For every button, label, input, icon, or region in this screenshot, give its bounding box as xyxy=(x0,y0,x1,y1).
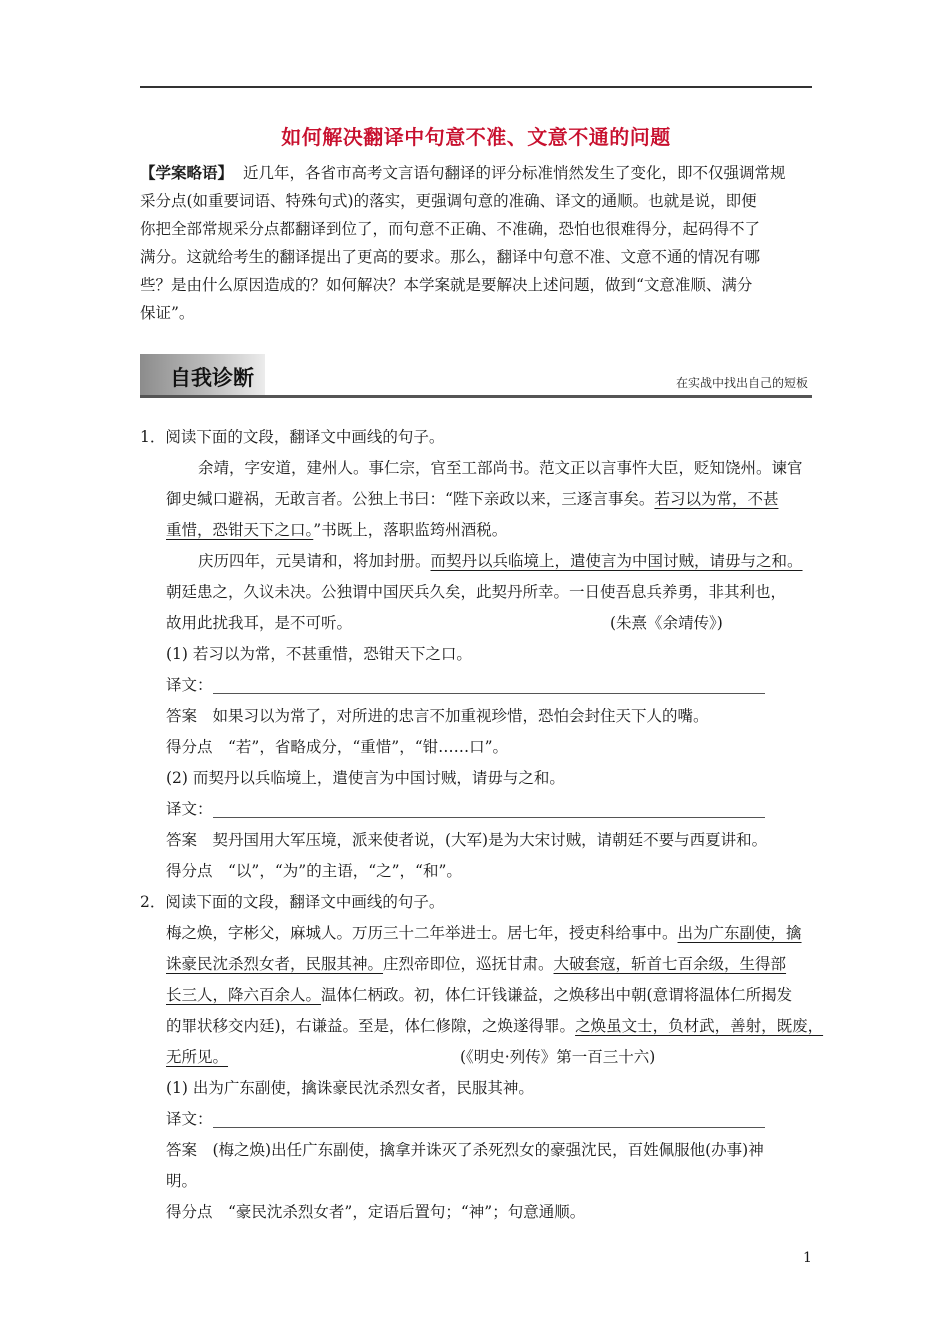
section-header xyxy=(140,354,812,398)
passage-line xyxy=(140,484,812,515)
passage-text: 温体仁柄政。初，体仁讦钱谦益，之焕移出中朝(意谓将温体仁所揭发 xyxy=(321,986,793,1004)
passage-line xyxy=(140,608,812,639)
underlined-sentence: 之焕虽文士，负材武，善射，既废， xyxy=(575,1017,824,1035)
intro-line: 采分点(如重要词语、特殊句式)的落实，更强调句意的准确、译文的通顺。也就是说，即便 xyxy=(140,192,757,210)
section-label: 自我诊断 xyxy=(170,366,254,390)
passage-text: 庄烈帝即位，巡抚甘肃。 xyxy=(383,955,554,973)
passage-source: (朱熹《余靖传》) xyxy=(610,614,723,632)
passage-line xyxy=(140,949,812,980)
answer: 答案 如果习以为常了，对所进的忠言不加重视珍惜，恐怕会封住天下人的嘴。 xyxy=(166,707,709,725)
underlined-sentence: 长三人，降六百余人。 xyxy=(166,986,322,1004)
page-title: 如何解决翻译中句意不准、文意不通的问题 xyxy=(281,125,671,149)
intro-line: 些？是由什么原因造成的？如何解决？本学案就是要解决上述问题，做到“文意准顺、满分 xyxy=(140,276,753,294)
passage-line xyxy=(140,515,812,546)
passage-line xyxy=(140,1042,812,1073)
scoring-points: 得分点 “以”，“为”的主语，“之”，“和”。 xyxy=(166,862,462,880)
top-rule xyxy=(140,86,812,88)
passage-line xyxy=(140,453,812,484)
section-rule xyxy=(140,395,812,398)
intro-line: 近几年，各省市高考文言语句翻译的评分标准悄然发生了变化，即不仅强调常规 xyxy=(243,164,786,182)
answer: 答案 (梅之焕)出任广东副使，擒拿并诛灭了杀死烈女的豪强沈民，百姓佩服他(办事)神 xyxy=(166,1141,764,1159)
scoring-points: 得分点 “豪民沈杀烈女者”，定语后置句；“神”；句意通顺。 xyxy=(166,1203,586,1221)
translation-blank[interactable] xyxy=(213,675,765,694)
translation-blank[interactable] xyxy=(213,1109,765,1128)
translation-blank[interactable] xyxy=(213,799,765,818)
translation-row xyxy=(140,670,812,701)
passage-line xyxy=(140,980,812,1011)
page-number: 1 xyxy=(803,1250,812,1266)
passage-source: (《明史·列传》第一百三十六) xyxy=(460,1048,656,1066)
passage-text: 的罪状移交内廷)，右谦益。至是，体仁修隙，之焕遂得罪。 xyxy=(166,1017,576,1035)
passage-text: 余靖，字安道，建州人。事仁宗，官至工部尚书。范文正以言事忤大臣，贬知饶州。谏官 xyxy=(198,459,803,477)
translation-row xyxy=(140,794,812,825)
passage-line xyxy=(140,1011,824,1042)
section-tagline: 在实战中找出自己的短板 xyxy=(675,376,808,390)
intro-lead: 【学案略语】 xyxy=(140,163,234,182)
passage-text: 故用此扰我耳，是不可听。 xyxy=(166,614,353,632)
sub-question: (2) 而契丹以兵临境上，遣使言为中国讨贼，请毋与之和。 xyxy=(166,769,565,787)
passage-line xyxy=(140,918,812,949)
underlined-sentence: 大破套寇，斩首七百余级，生得部 xyxy=(553,955,787,973)
underlined-sentence: 出为广东副使，擒 xyxy=(677,924,802,942)
passage-text: 梅之焕，字彬父，麻城人。万历三十二年举进士。居七年，授吏科给事中。 xyxy=(166,924,678,942)
question-1-prompt: 1．阅读下面的文段，翻译文中画线的句子。 xyxy=(140,428,445,446)
translation-label: 译文： xyxy=(166,1110,213,1128)
passage-text: 朝廷患之，久议未决。公独谓中国厌兵久矣，此契丹所幸。一日使吾息兵养勇，非其利也， xyxy=(166,583,787,601)
passage-line xyxy=(140,546,812,577)
underlined-sentence: 若习以为常，不甚 xyxy=(654,490,779,508)
scoring-points: 得分点 “若”，省略成分，“重惜”，“钳……口”。 xyxy=(166,738,509,756)
underlined-sentence: 诛豪民沈杀烈女者，民服其神。 xyxy=(166,955,384,973)
answer-continued: 明。 xyxy=(166,1172,198,1190)
exercise-content xyxy=(140,422,824,1228)
intro-line: 满分。这就给考生的翻译提出了更高的要求。那么，翻译中句意不准、文意不通的情况有哪 xyxy=(140,248,761,266)
sub-question: (1) 若习以为常，不甚重惜，恐钳天下之口。 xyxy=(166,645,472,663)
translation-row xyxy=(140,1104,812,1135)
intro-paragraph xyxy=(140,159,812,327)
answer: 答案 契丹国用大军压境，派来使者说，(大军)是为大宋讨贼，请朝廷不要与西夏讲和。 xyxy=(166,831,768,849)
passage-text: 御史缄口避祸，无敢言者。公独上书曰：“陛下亲政以来，三逐言事矣。 xyxy=(166,490,655,508)
underlined-sentence: 无所见。 xyxy=(166,1048,229,1066)
underlined-sentence: 重惜，恐钳天下之口。 xyxy=(166,521,314,539)
intro-line: 你把全部常规采分点都翻译到位了，而句意不正确、不准确，恐怕也很难得分，起码得不了 xyxy=(140,220,761,238)
sub-question: (1) 出为广东副使，擒诛豪民沈杀烈女者，民服其神。 xyxy=(166,1079,534,1097)
intro-line: 保证”。 xyxy=(140,304,195,322)
passage-text: ”书既上，落职监筠州酒税。 xyxy=(313,521,508,539)
question-2-prompt: 2．阅读下面的文段，翻译文中画线的句子。 xyxy=(140,893,445,911)
passage-line xyxy=(140,577,812,608)
underlined-sentence: 而契丹以兵临境上，遣使言为中国讨贼，请毋与之和。 xyxy=(430,552,803,570)
translation-label: 译文： xyxy=(166,800,213,818)
translation-label: 译文： xyxy=(166,676,213,694)
passage-text: 庆历四年，元昊请和，将加封册。 xyxy=(198,552,431,570)
